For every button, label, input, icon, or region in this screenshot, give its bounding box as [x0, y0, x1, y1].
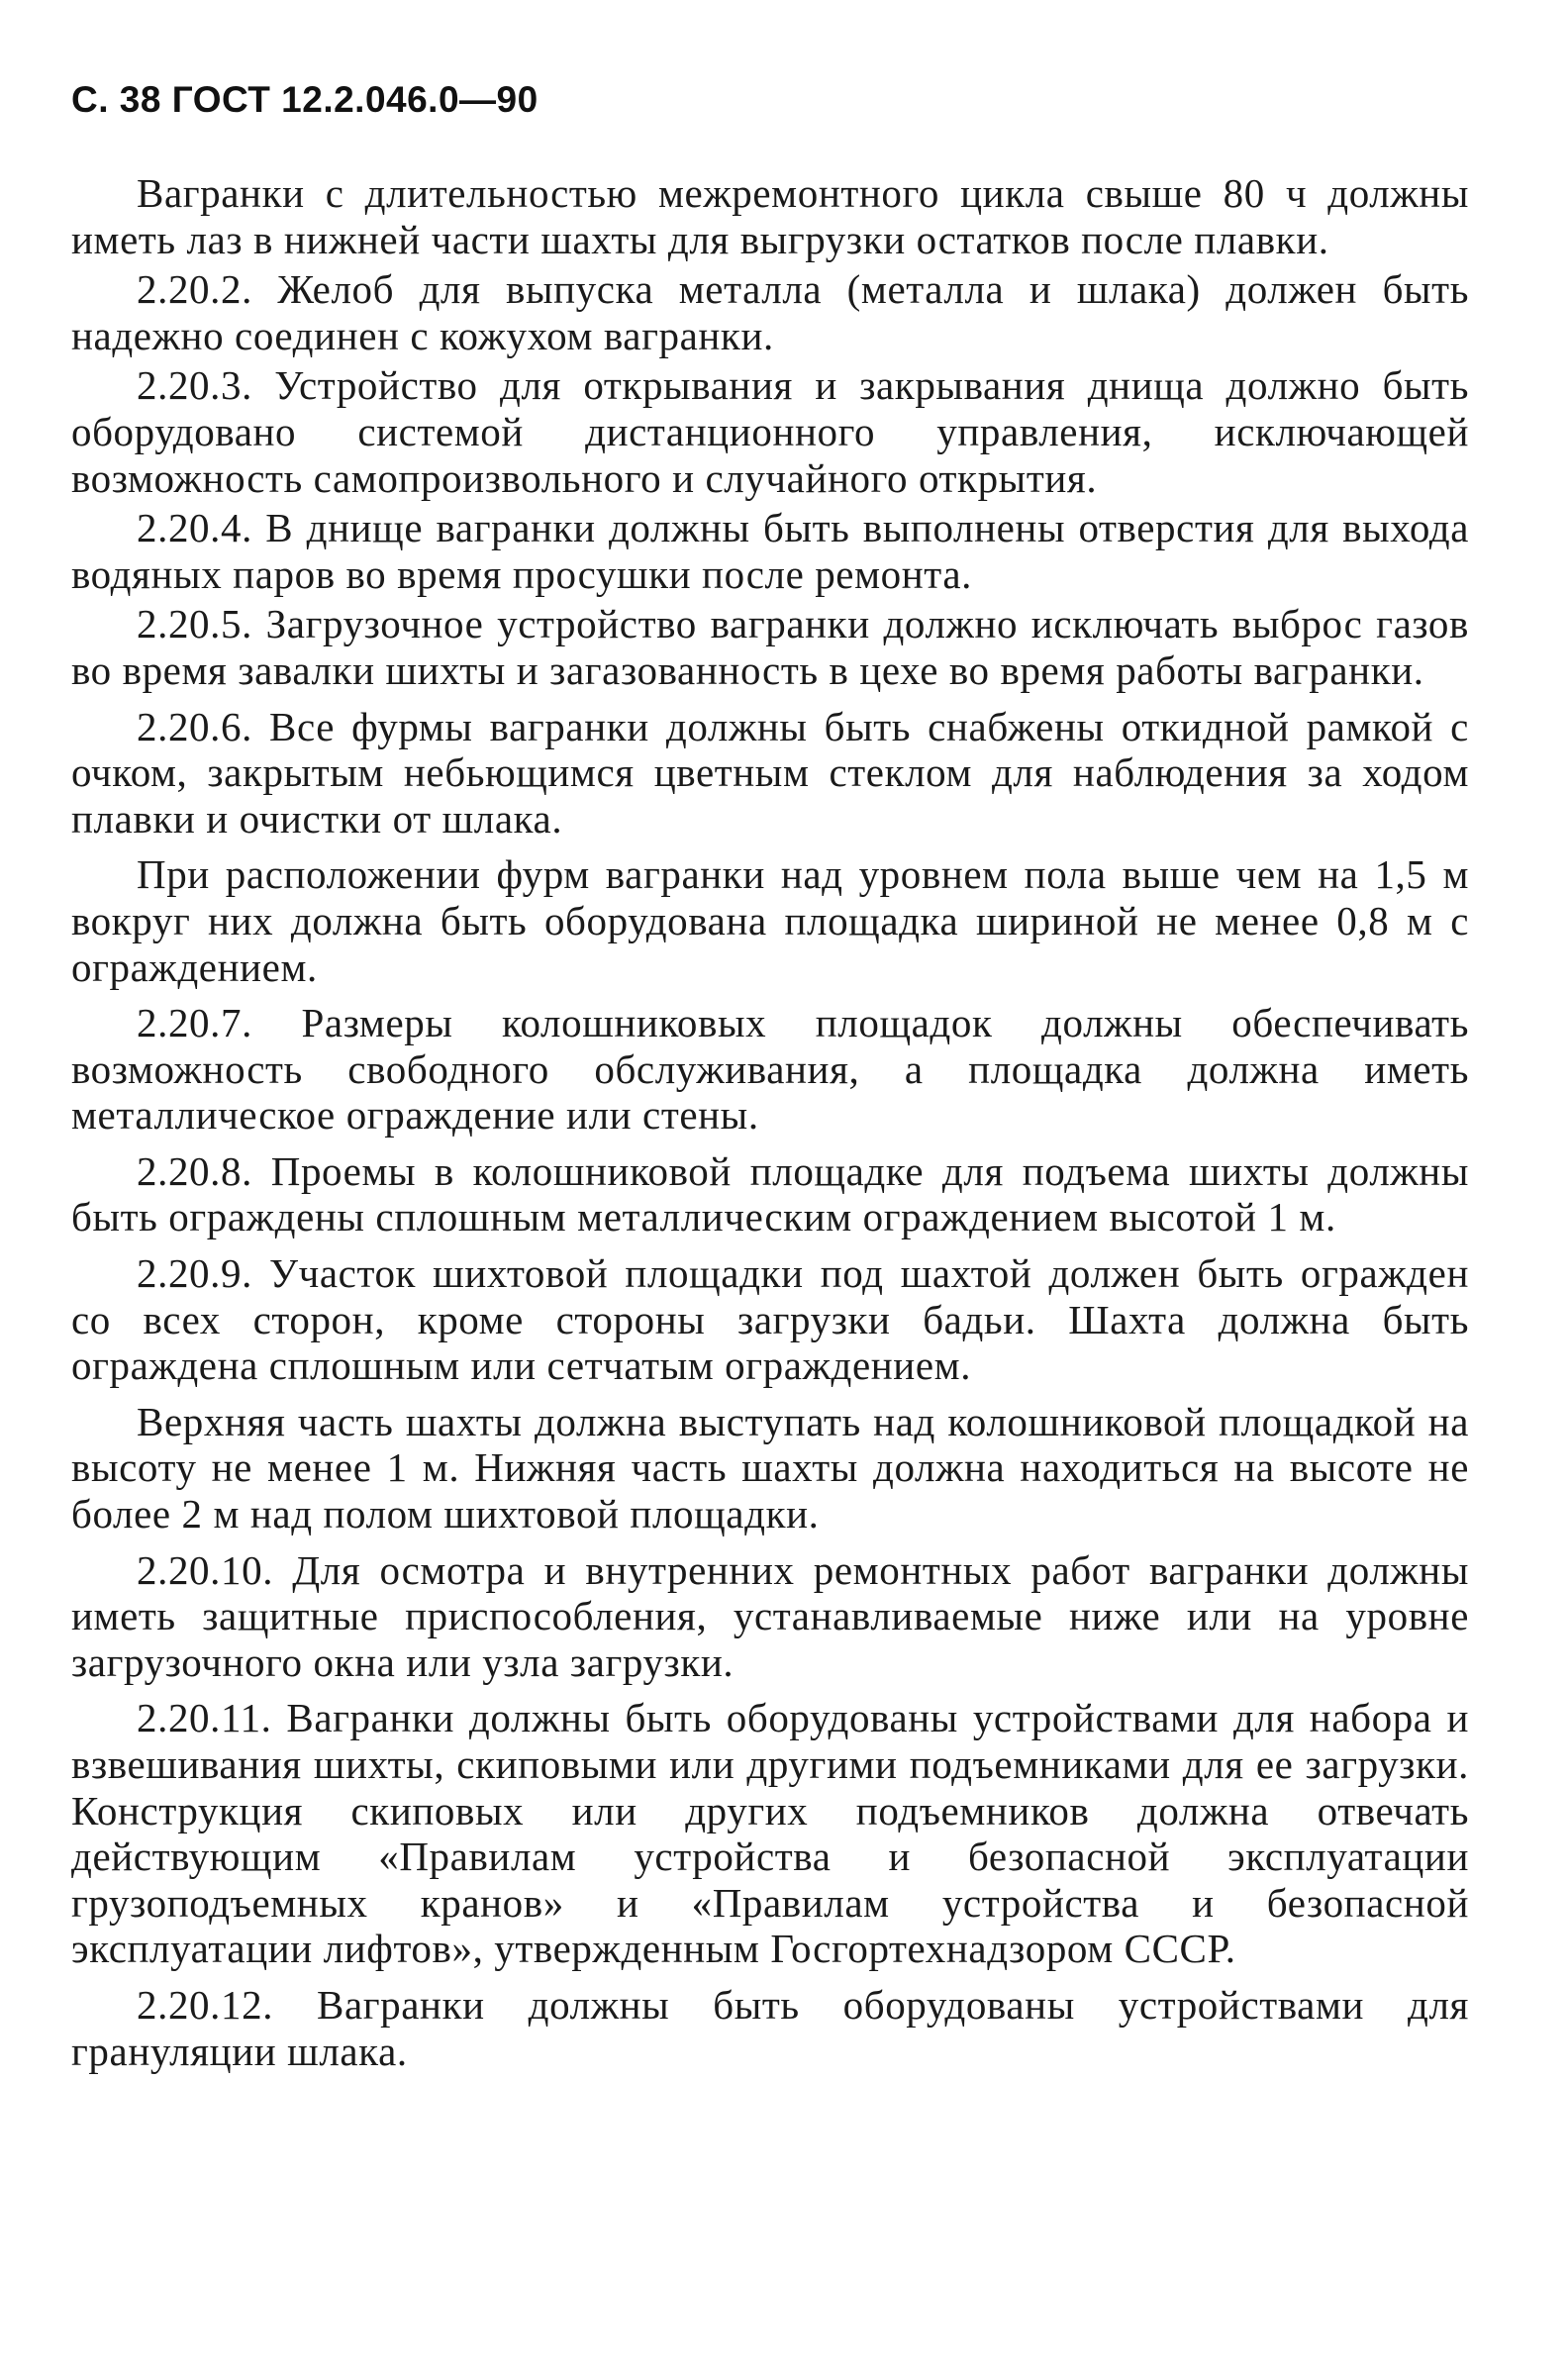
paragraph-2-20-6: 2.20.6. Все фурмы вагранки должны быть снабжены откидной рамкой с очком, закрытым небьющимся цветным стеклом для наблюдения за ходом плавки и очистки от шлака.	[71, 703, 1469, 842]
paragraph-2-20-8: 2.20.8. Проемы в колошниковой площадке для подъема шихты должны быть ограждены сплошным металлическим ограждением высотой 1 м.	[71, 1147, 1469, 1240]
paragraph-cupola-manhole: Вагранки с длительностью межремонтного цикла свыше 80 ч должны иметь лаз в нижней части шахты для выгрузки остатков после плавки.	[71, 170, 1469, 262]
paragraph-2-20-11: 2.20.11. Вагранки должны быть оборудованы устройствами для набора и взвешивания шихты, скиповыми или другими подъемниками для ее загрузки. Конструкция скиповых или других подъемников должна отвечать действующим «Правилам устройства и безопасной эксплуатации грузоподъемных кранов» и «Правилам устройства и безопасной эксплуатации лифтов», утвержденным Госгортехнадзором СССР.	[71, 1695, 1469, 1972]
document-body	[71, 170, 1469, 2084]
paragraph-2-20-5: 2.20.5. Загрузочное устройство вагранки должно исключать выброс газов во время завалки шихты и загазованность в цехе во время работы вагранки.	[71, 601, 1469, 693]
paragraph-2-20-4: 2.20.4. В днище вагранки должны быть выполнены отверстия для выхода водяных паров во время просушки после ремонта.	[71, 505, 1469, 597]
paragraph-2-20-7: 2.20.7. Размеры колошниковых площадок должны обеспечивать возможность свободного обслуживания, а площадка должна иметь металлическое ограждение или стены.	[71, 1000, 1469, 1139]
paragraph-2-20-10: 2.20.10. Для осмотра и внутренних ремонтных работ вагранки должны иметь защитные приспособления, устанавливаемые ниже или на уровне загрузочного окна или узла загрузки.	[71, 1546, 1469, 1685]
paragraph-tuyere-platform: При расположении фурм вагранки над уровнем пола выше чем на 1,5 м вокруг них должна быть оборудована площадка шириной не менее 0,8 м с ограждением.	[71, 851, 1469, 990]
paragraph-2-20-12: 2.20.12. Вагранки должны быть оборудованы устройствами для грануляции шлака.	[71, 1981, 1469, 2074]
paragraph-2-20-3: 2.20.3. Устройство для открывания и закрывания днища должно быть оборудовано системой дистанционного управления, исключающей возможность самопроизвольного и случайного открытия.	[71, 362, 1469, 501]
paragraph-2-20-2: 2.20.2. Желоб для выпуска металла (металла и шлака) должен быть надежно соединен с кожухом вагранки.	[71, 266, 1469, 358]
page-header: С. 38 ГОСТ 12.2.046.0—90	[71, 79, 539, 120]
paragraph-shaft-height: Верхняя часть шахты должна выступать над колошниковой площадкой на высоту не менее 1 м. Нижняя часть шахты должна находиться на высоте не более 2 м над полом шихтовой площадки.	[71, 1398, 1469, 1537]
paragraph-2-20-9: 2.20.9. Участок шихтовой площадки под шахтой должен быть огражден со всех сторон, кроме стороны загрузки бадьи. Шахта должна быть ограждена сплошным или сетчатым ограждением.	[71, 1250, 1469, 1389]
